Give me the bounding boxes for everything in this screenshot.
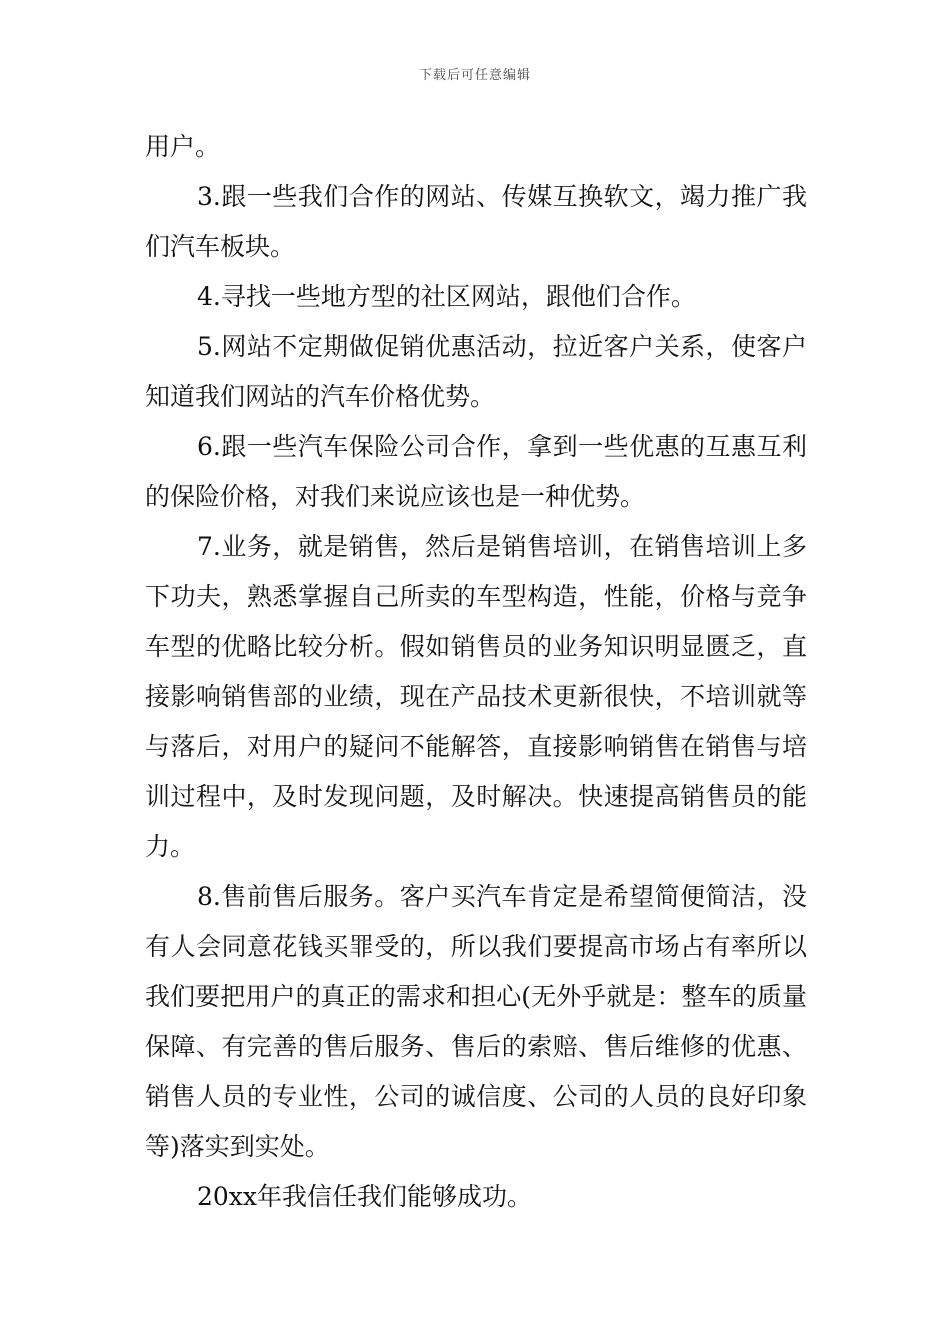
paragraph: 8.售前售后服务。客户买汽车肯定是希望简便简洁，没有人会同意花钱买罪受的，所以我们要提高市场占有率所以我们要把用户的真正的需求和担心(无外乎就是：整车的质量保障、有完善的售后服务、售后的索赔、售后维修的优惠、销售人员的专业性，公司的诚信度、公司的人员的良好印象等)落实到实处。 bbox=[145, 882, 807, 1161]
page-header: 下载后可任意编辑 bbox=[418, 68, 531, 83]
document-body bbox=[145, 122, 807, 1222]
paragraph: 5.网站不定期做促销优惠活动，拉近客户关系，使客户知道我们网站的汽车价格优势。 bbox=[145, 332, 807, 411]
paragraph: 6.跟一些汽车保险公司合作，拿到一些优惠的互惠互利的保险价格，对我们来说应该也是一种优势。 bbox=[145, 432, 807, 511]
paragraph: 用户。 bbox=[145, 132, 221, 161]
paragraph: 3.跟一些我们合作的网站、传媒互换软文，竭力推广我们汽车板块。 bbox=[145, 182, 807, 261]
paragraph: 4.寻找一些地方型的社区网站，跟他们合作。 bbox=[197, 282, 696, 311]
paragraph: 20xx年我信任我们能够成功。 bbox=[197, 1182, 533, 1211]
paragraph: 7.业务，就是销售，然后是销售培训，在销售培训上多下功夫，熟悉掌握自己所卖的车型构造，性能，价格与竞争车型的优略比较分析。假如销售员的业务知识明显匮乏，直接影响销售部的业绩，现在产品技术更新很快，不培训就等与落后，对用户的疑问不能解答，直接影响销售在销售与培训过程中，及时发现问题，及时解决。快速提高销售员的能力。 bbox=[145, 532, 807, 861]
